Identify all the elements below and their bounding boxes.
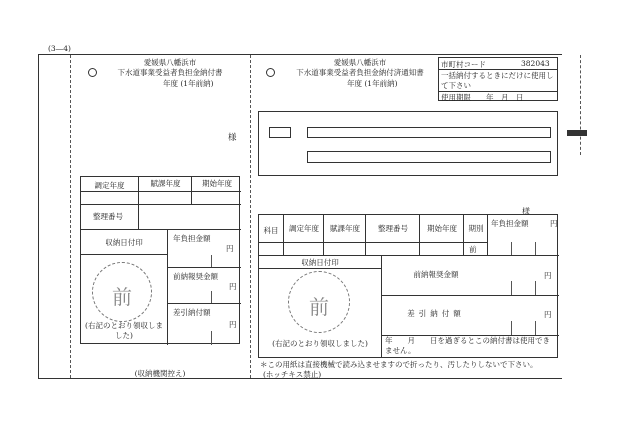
muni-divider-1 [439, 69, 557, 70]
left-footer: (収納機関控え) [134, 369, 186, 378]
right-prepay-tick-2 [535, 281, 536, 295]
right-net-tick-1 [511, 321, 512, 335]
staple-note: (ホッチキス禁止) [263, 370, 322, 379]
right-header-kibetsu: 期別 [463, 215, 488, 242]
right-header-kamoku: 科目 [263, 226, 279, 235]
right-col-4 [419, 242, 420, 255]
fold-line-right [580, 55, 581, 155]
left-header-chotei: 調定年度 [94, 181, 125, 190]
left-sama: 様 [228, 133, 237, 143]
right-row-divider-2 [259, 255, 559, 256]
right-row-divider-3 [381, 295, 559, 296]
right-col-3 [365, 242, 366, 255]
right-prepay-tick-1 [511, 281, 512, 295]
right-burden-tick-2 [535, 242, 536, 255]
left-prepay-yen: 円 [229, 282, 237, 291]
right-header-fuka: 賦課年度 [323, 215, 366, 242]
left-row-divider-4 [167, 267, 241, 268]
left-burden-label: 年負担金額 [173, 234, 211, 243]
right-col-5 [463, 242, 464, 255]
left-seiri-divider [138, 204, 139, 229]
left-stamp-mark: 前 [112, 285, 132, 309]
left-seiri-label: 整理番号 [93, 212, 123, 221]
left-net-tick [211, 331, 212, 345]
muni-code-label: 市町村コード [441, 60, 486, 69]
frame-left [38, 54, 39, 379]
right-col-6 [487, 242, 488, 255]
left-form-title: 下水道事業受益者負担金納付書 [117, 68, 223, 77]
left-burden-yen: 円 [226, 244, 234, 253]
left-row-divider-1 [81, 191, 241, 192]
right-fiscal-year: 年度 (1年前納) [347, 79, 398, 88]
right-receipt-date: 収納日付印 [301, 258, 339, 267]
left-header-fuka: 賦課年度 [138, 177, 192, 191]
punch-hole-icon [266, 68, 275, 77]
right-net-yen: 円 [544, 310, 552, 319]
left-fiscal-year: 年度 (1年前納) [163, 79, 214, 88]
right-header-chotei: 調定年度 [283, 215, 324, 242]
fold-line-middle [250, 55, 251, 378]
right-sama: 様 [522, 207, 530, 216]
right-header-seiri: 整理番号 [365, 215, 420, 242]
postal-code-field[interactable] [269, 127, 291, 138]
right-prepay-label: 前納報奨金額 [413, 270, 459, 279]
muni-code: 382043 [521, 59, 550, 68]
right-header-burden [487, 215, 560, 242]
left-net-yen: 円 [229, 320, 237, 329]
address-field[interactable] [307, 127, 551, 138]
left-row-divider-3 [81, 229, 241, 230]
right-burden-label: 年負担金額 [491, 219, 529, 228]
right-col-1 [283, 242, 284, 255]
fold-line-left [70, 55, 71, 378]
right-header-kishi: 期始年度 [419, 215, 464, 242]
left-row-divider-2 [81, 204, 241, 205]
right-form-title: 下水道事業受益者負担金納付済通知書 [296, 68, 424, 77]
right-net-label: 差引納付額 [407, 309, 465, 318]
left-city: 愛媛県八幡浜市 [143, 58, 197, 67]
left-received-note: (右記のとおり領収しました) [85, 321, 163, 340]
left-col-2 [191, 191, 192, 204]
right-burden-tick-1 [511, 242, 512, 255]
right-stamp-divider [259, 268, 381, 269]
right-received-note: (右記のとおり領収しました) [272, 339, 368, 348]
right-mae-label: 前 [469, 245, 477, 254]
left-table [80, 176, 240, 344]
left-col-1 [138, 191, 139, 204]
left-net-label: 差引納付額 [173, 308, 211, 317]
right-city: 愛媛県八幡浜市 [333, 58, 387, 67]
right-net-tick-2 [535, 321, 536, 335]
left-burden-tick [211, 255, 212, 267]
muni-box [438, 57, 558, 101]
address-box [258, 111, 558, 176]
page-code: (3―4) [48, 44, 71, 53]
right-prepay-yen: 円 [544, 271, 552, 280]
period-label: 使用期限 年 月 日 [441, 93, 524, 102]
frame-top [38, 54, 562, 55]
right-burden-yen: 円 [550, 219, 558, 228]
right-row-divider-1 [259, 242, 487, 243]
left-stamp-divider [81, 254, 167, 255]
punch-hole-icon [88, 68, 97, 77]
right-deadline-note: 年 月 日を過ぎるとこの納付書は使用できません。 [385, 336, 550, 355]
right-col-2 [323, 242, 324, 255]
lump-note: 一括納付するときにだけに使用して下さい [441, 71, 554, 90]
left-row-divider-5 [167, 303, 241, 304]
cut-marker [567, 130, 587, 136]
left-prepay-label: 前納報奨金額 [173, 272, 218, 281]
left-prepay-tick [211, 291, 212, 303]
right-stamp-mark: 前 [309, 295, 329, 319]
left-header-kishi: 期始年度 [191, 177, 242, 191]
left-mid-divider [167, 229, 168, 345]
left-receipt-date: 収納日付印 [105, 238, 143, 247]
ocr-note: ＊この用紙は直接機械で読み込ませますので折ったり、汚したりしないで下さい。 [260, 360, 538, 369]
name-field[interactable] [307, 151, 551, 163]
